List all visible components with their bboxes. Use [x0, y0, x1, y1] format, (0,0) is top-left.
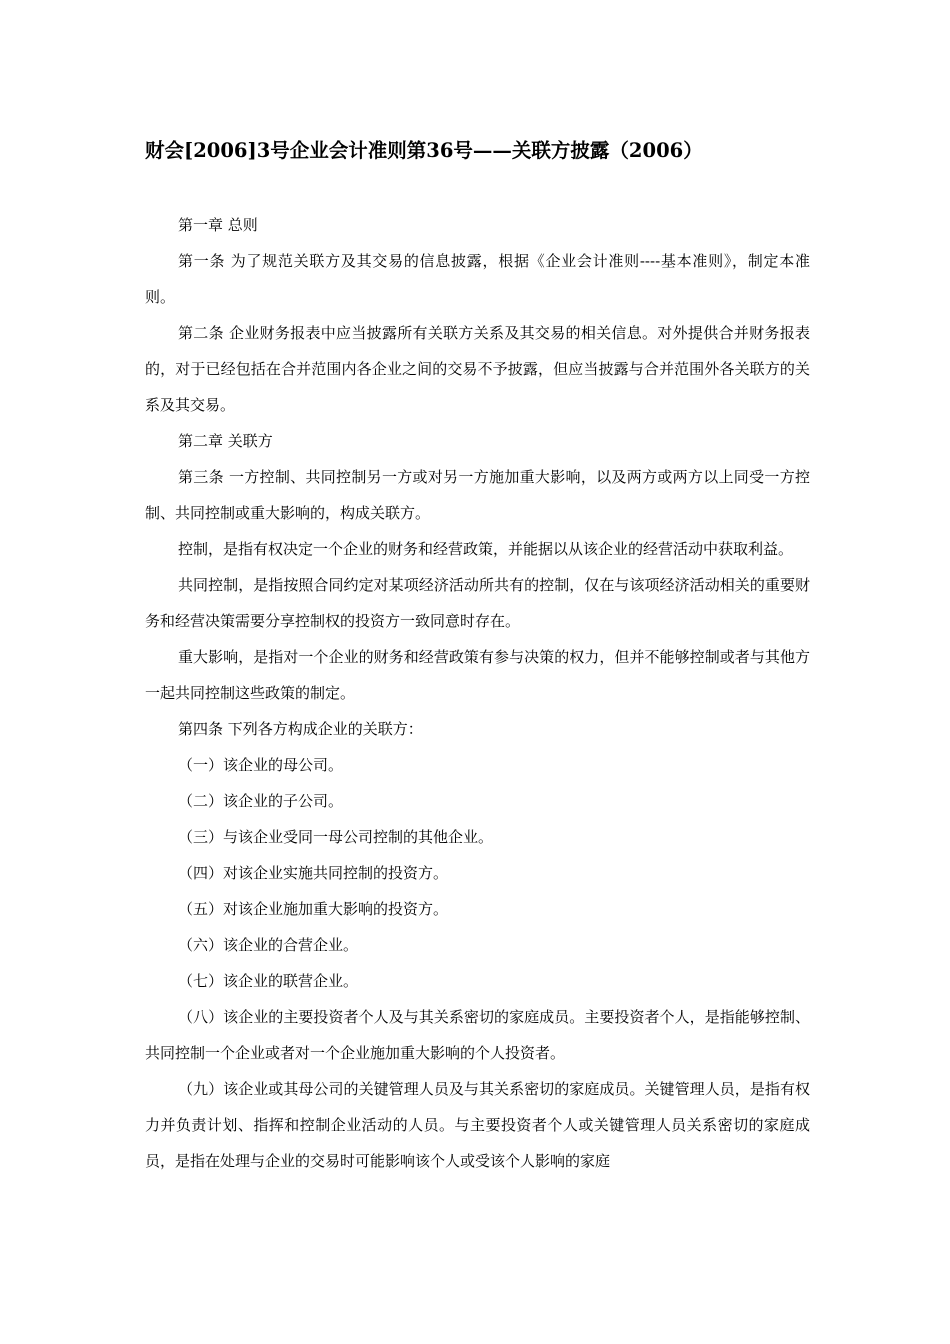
definition-joint-control: 共同控制，是指按照合同约定对某项经济活动所共有的控制，仅在与该项经济活动相关的重要财务和经营决策需要分享控制权的投资方一致同意时存在。	[145, 576, 810, 630]
list-item: （四）对该企业实施共同控制的投资方。	[178, 864, 449, 882]
list-item: （九）该企业或其母公司的关键管理人员及与其关系密切的家庭成员。关键管理人员，是指有权力并负责计划、指挥和控制企业活动的人员。与主要投资者个人或关键管理人员关系密切的家庭成员，是指在处理与企业的交易时可能影响该个人或受该个人影响的家庭	[145, 1080, 810, 1170]
document-title: 财会[2006]3号企业会计准则第36号——关联方披露（2006）	[145, 139, 703, 162]
definition-significant-influence: 重大影响，是指对一个企业的财务和经营政策有参与决策的权力，但并不能够控制或者与其他方一起共同控制这些政策的制定。	[145, 648, 810, 702]
chapter-heading-2: 第二章 关联方	[178, 432, 273, 450]
article-4: 第四条 下列各方构成企业的关联方：	[178, 720, 423, 738]
article-2: 第二条 企业财务报表中应当披露所有关联方关系及其交易的相关信息。对外提供合并财务报表的，对于已经包括在合并范围内各企业之间的交易不予披露，但应当披露与合并范围外各关联方的关系及其交易。	[145, 324, 810, 414]
list-item: （二）该企业的子公司。	[178, 792, 344, 810]
list-item: （三）与该企业受同一母公司控制的其他企业。	[178, 828, 494, 846]
definition-control: 控制，是指有权决定一个企业的财务和经营政策，并能据以从该企业的经营活动中获取利益。	[178, 540, 794, 558]
list-item: （一）该企业的母公司。	[178, 756, 344, 774]
document-body	[145, 207, 810, 1179]
list-item: （八）该企业的主要投资者个人及与其关系密切的家庭成员。主要投资者个人，是指能够控制、共同控制一个企业或者对一个企业施加重大影响的个人投资者。	[145, 1008, 810, 1062]
list-item: （五）对该企业施加重大影响的投资方。	[178, 900, 449, 918]
list-item: （六）该企业的合营企业。	[178, 936, 359, 954]
article-1: 第一条 为了规范关联方及其交易的信息披露，根据《企业会计准则----基本准则》，制定本准则。	[145, 252, 810, 306]
chapter-heading-1: 第一章 总则	[178, 216, 258, 234]
list-item: （七）该企业的联营企业。	[178, 972, 359, 990]
article-3: 第三条 一方控制、共同控制另一方或对另一方施加重大影响，以及两方或两方以上同受一方控制、共同控制或重大影响的，构成关联方。	[145, 468, 810, 522]
